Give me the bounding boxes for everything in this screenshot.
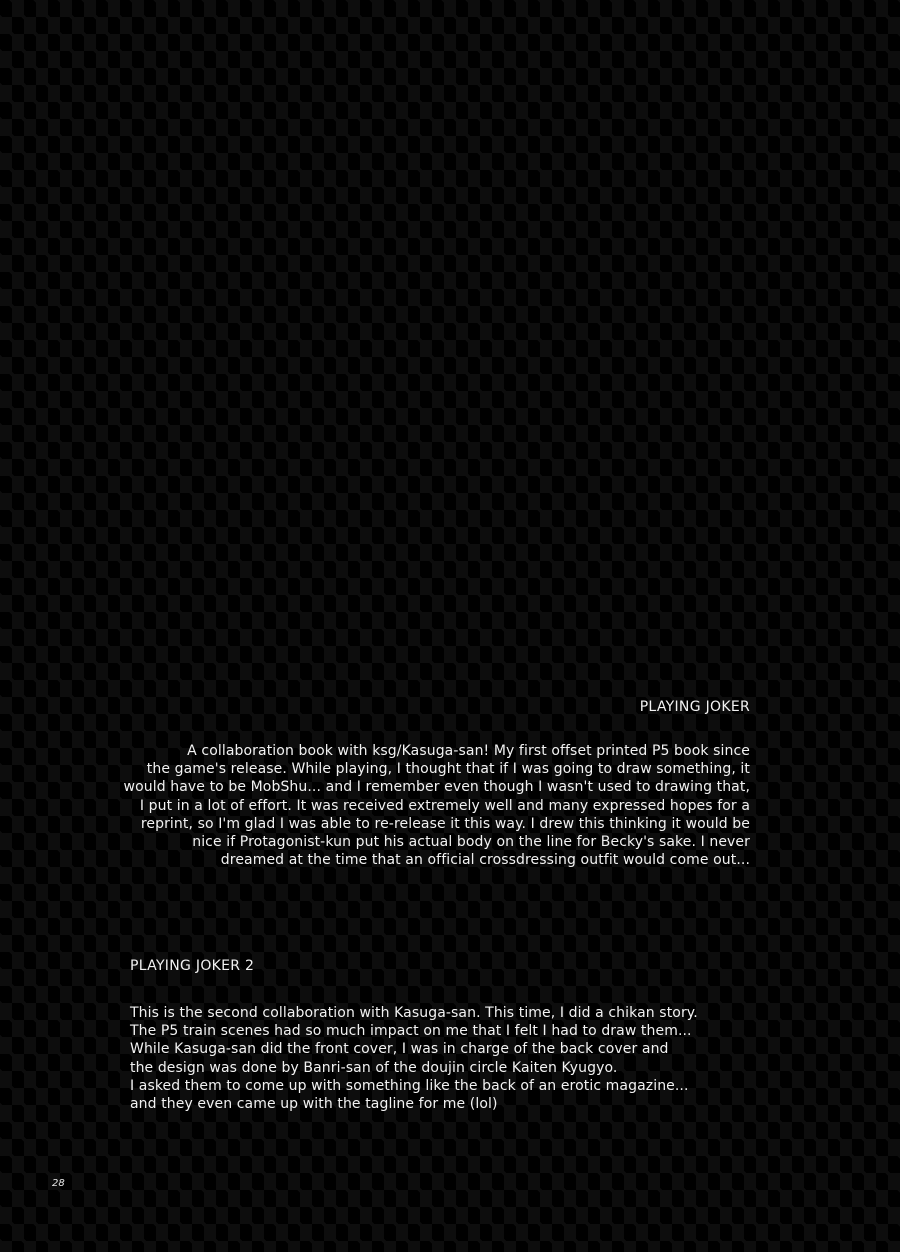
- text-line: the design was done by Banri-san of the doujin circle Kaiten Kyugyo.: [130, 1059, 618, 1076]
- text-line: reprint, so I'm glad I was able to re-release it this way. I drew this thinking it would be: [140, 815, 750, 832]
- section-body-playing-joker: [124, 742, 750, 869]
- section-title-playing-joker: PLAYING JOKER: [639, 699, 750, 715]
- text-line: and they even came up with the tagline for me (lol): [130, 1096, 498, 1113]
- section-body-playing-joker-2: [130, 1004, 698, 1113]
- text-line: the game's release. While playing, I thought that if I was going to draw something, it: [146, 761, 750, 778]
- text-line: dreamed at the time that an official crossdressing outfit would come out...: [220, 852, 750, 869]
- text-line: While Kasuga-san did the front cover, I was in charge of the back cover and: [130, 1041, 669, 1058]
- text-line: This is the second collaboration with Kasuga-san. This time, I did a chikan story.: [130, 1005, 698, 1021]
- text-line: A collaboration book with ksg/Kasuga-san! My first offset printed P5 book since: [187, 743, 750, 759]
- text-line: I put in a lot of effort. It was received extremely well and many expressed hopes for a: [139, 797, 750, 814]
- page-number: 28: [52, 1178, 65, 1189]
- text-line: I asked them to come up with something like the back of an erotic magazine...: [130, 1077, 689, 1094]
- section-title-playing-joker-2: PLAYING JOKER 2: [130, 958, 255, 974]
- text-line: nice if Protagonist-kun put his actual body on the line for Becky's sake. I never: [192, 834, 750, 851]
- text-line: The P5 train scenes had so much impact on me that I felt I had to draw them...: [130, 1023, 692, 1040]
- text-line: would have to be MobShu... and I remember even though I wasn't used to drawing that,: [123, 779, 750, 796]
